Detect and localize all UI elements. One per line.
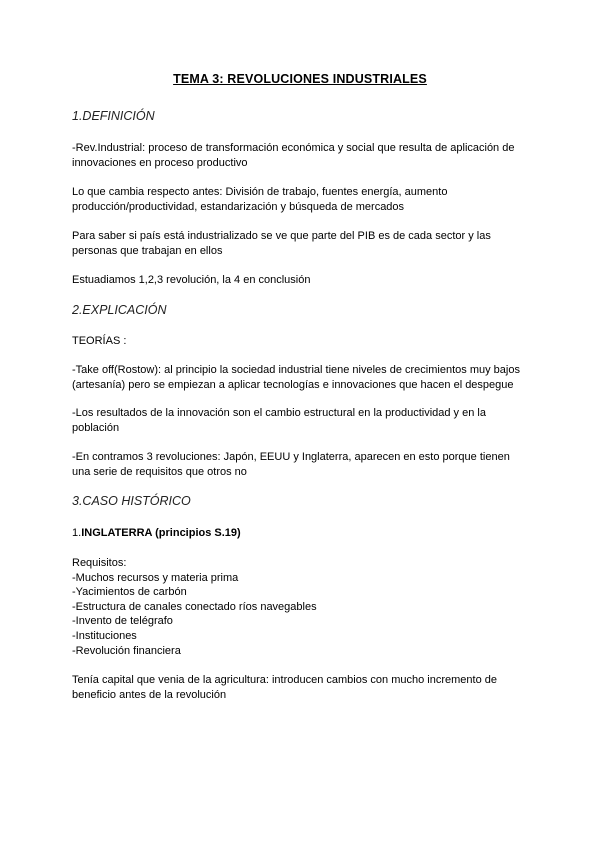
list-item: -Invento de telégrafo <box>72 615 173 628</box>
text-line: -Take off(Rostow): al principio la sociedad industrial tiene niveles de crecimientos muy bajos <box>72 364 520 376</box>
text-line: -Los resultados de la innovación son el cambio estructural en la productividad y en la <box>72 407 486 419</box>
text-line: una serie de requisitos que otros no <box>72 465 247 478</box>
text-line: beneficio antes de la revolución <box>72 688 227 701</box>
subsection-title-line <box>72 526 528 541</box>
text-line: -En contramos 3 revoluciones: Japón, EEUU y Inglaterra, aparecen en esto porque tienen <box>72 451 510 463</box>
text-line: personas que trabajan en ellos <box>72 244 223 257</box>
text-line: Lo que cambia respecto antes: División de trabajo, fuentes energía, aumento <box>72 186 448 198</box>
list-item: -Yacimientos de carbón <box>72 586 187 599</box>
paragraph-cambios <box>72 185 528 214</box>
paragraph-take-off <box>72 363 528 392</box>
paragraph-pib <box>72 229 528 258</box>
section-heading-explicacion: 2.EXPLICACIÓN <box>72 303 167 317</box>
text-line: (artesanía) pero se empiezan a aplicar tecnologías e innovaciones que hacen el despegue <box>72 378 514 391</box>
paragraph-estudiamos <box>72 273 528 288</box>
subsection-number: 1. <box>72 527 82 539</box>
text-line: Tenía capital que venia de la agricultura: introducen cambios con mucho incremento de <box>72 674 497 686</box>
text-line: producción/productividad, estandarización y búsqueda de mercados <box>72 200 405 213</box>
paragraph-capital <box>72 673 528 702</box>
subsection-inglaterra <box>72 526 528 541</box>
list-item: -Instituciones <box>72 629 137 642</box>
theories-label <box>72 334 528 349</box>
requirements-label: Requisitos: <box>72 557 127 569</box>
paragraph-resultados <box>72 406 528 435</box>
list-item: -Muchos recursos y materia prima <box>72 571 239 584</box>
text-line: -Rev.Industrial: proceso de transformación económica y social que resulta de aplicación de <box>72 142 515 154</box>
list-item: -Revolución financiera <box>72 644 181 657</box>
paragraph-rev-industrial <box>72 141 528 170</box>
text-line: Para saber si país está industrializado se ve que parte del PIB es de cada sector y las <box>72 230 491 242</box>
text-line: innovaciones en proceso productivo <box>72 156 248 169</box>
paragraph-tres-revoluciones <box>72 450 528 479</box>
subsection-title: INGLATERRA (principios S.19) <box>81 527 241 539</box>
text-line: Estuadiamos 1,2,3 revolución, la 4 en conclusión <box>72 274 311 286</box>
requirements-block <box>72 556 528 658</box>
section-heading-definicion: 1.DEFINICIÓN <box>72 109 155 123</box>
section-heading-caso-historico: 3.CASO HISTÓRICO <box>72 494 191 508</box>
text-line: TEORÍAS : <box>72 335 127 347</box>
text-line: población <box>72 421 120 434</box>
document-title: TEMA 3: REVOLUCIONES INDUSTRIALES <box>173 72 427 86</box>
list-item: -Estructura de canales conectado ríos navegables <box>72 600 317 613</box>
